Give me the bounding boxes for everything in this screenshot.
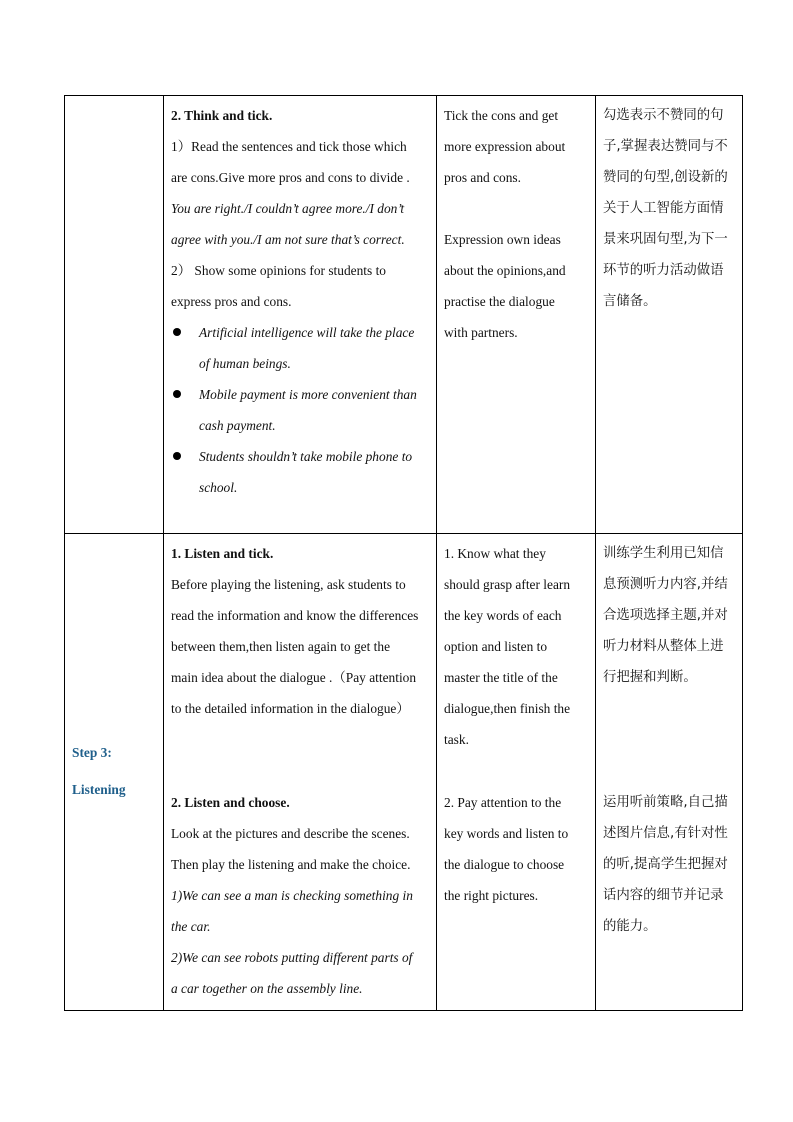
purpose-line: 行把握和判断。 <box>603 670 697 685</box>
activity-line: 2） Show some opinions for students to <box>171 263 386 278</box>
student-line: with partners. <box>444 325 518 340</box>
student-line: about the opinions,and <box>444 263 566 278</box>
spacer <box>444 755 589 787</box>
lesson-plan-table <box>64 95 743 1011</box>
activity-cell <box>164 534 437 1011</box>
purpose-line: 言储备。 <box>603 294 657 309</box>
bullet-item <box>171 441 430 503</box>
student-activity-cell <box>437 534 596 1011</box>
purpose-line: 关于人工智能方面情 <box>603 201 724 216</box>
purpose-line: 话内容的细节并记录 <box>603 888 724 903</box>
student-line: master the title of the <box>444 670 558 685</box>
step-number: Step 3: <box>72 745 112 760</box>
bullet-icon <box>173 328 181 336</box>
purpose-line: 听力材料从整体上进 <box>603 639 724 654</box>
spacer <box>171 724 430 755</box>
activity-line: 1）Read the sentences and tick those which <box>171 139 407 154</box>
purpose-line: 勾选表示不赞同的句 <box>603 108 724 123</box>
spacer <box>171 755 430 787</box>
step-cell-empty <box>65 96 164 534</box>
student-line: the dialogue to choose <box>444 857 565 872</box>
activity-line: main idea about the dialogue .（Pay attention <box>171 670 417 685</box>
purpose-line: 赞同的句型,创设新的 <box>603 170 728 185</box>
table-row <box>65 534 743 1011</box>
activity-line: Before playing the listening, ask students to <box>171 577 406 592</box>
activity-line: 1)We can see a man is checking something in <box>171 888 413 903</box>
purpose-cell <box>596 534 743 1011</box>
student-line: dialogue,then finish the <box>444 701 571 716</box>
purpose-line: 合选项选择主题,并对 <box>603 608 728 623</box>
bullet-text: Students shouldn’t take mobile phone to <box>199 449 413 464</box>
student-line: should grasp after learn <box>444 577 571 592</box>
bullet-icon <box>173 452 181 460</box>
activity-line: a car together on the assembly line. <box>171 981 363 996</box>
activity-line: express pros and cons. <box>171 294 292 309</box>
activity-line: 2)We can see robots putting different parts of <box>171 950 413 965</box>
student-line: option and listen to <box>444 639 548 654</box>
student-line: key words and listen to <box>444 826 569 841</box>
student-activity-cell <box>437 96 596 534</box>
activity-line: Look at the pictures and describe the scenes. <box>171 826 410 841</box>
bullet-text: Mobile payment is more convenient than <box>199 387 417 402</box>
activity-heading: 2. Think and tick. <box>171 108 273 123</box>
student-line: the key words of each <box>444 608 562 623</box>
activity-line: between them,then listen again to get the <box>171 639 391 654</box>
spacer <box>603 693 736 724</box>
activity-line: are cons.Give more pros and cons to divide . <box>171 170 410 185</box>
activity-line: the car. <box>171 919 211 934</box>
student-line: practise the dialogue <box>444 294 555 309</box>
activity-line: You are right./I couldn’t agree more./I don’t <box>171 201 405 216</box>
spacer <box>444 193 589 224</box>
step-cell <box>65 534 164 1011</box>
student-line: Expression own ideas <box>444 232 561 247</box>
purpose-line: 述图片信息,有针对性 <box>603 826 728 841</box>
activity-line: to the detailed information in the dialogue） <box>171 701 410 716</box>
activity-line: Then play the listening and make the choice. <box>171 857 411 872</box>
activity-line: agree with you./I am not sure that’s correct. <box>171 232 405 247</box>
bullet-item <box>171 379 430 441</box>
student-line: task. <box>444 732 469 747</box>
bullet-item <box>171 317 430 379</box>
activity-heading: 1. Listen and tick. <box>171 546 274 561</box>
student-line: the right pictures. <box>444 888 539 903</box>
purpose-line: 的能力。 <box>603 919 657 934</box>
student-line: Tick the cons and get <box>444 108 559 123</box>
purpose-line: 子,掌握表达赞同与不 <box>603 139 728 154</box>
bullet-text: cash payment. <box>199 418 276 433</box>
bullet-text: Artificial intelligence will take the place <box>199 325 415 340</box>
purpose-line: 环节的听力活动做语 <box>603 263 724 278</box>
student-line: pros and cons. <box>444 170 521 185</box>
student-line: 2. Pay attention to the <box>444 795 562 810</box>
activity-line: read the information and know the differences <box>171 608 419 623</box>
activity-heading: 2. Listen and choose. <box>171 795 290 810</box>
purpose-line: 运用听前策略,自己描 <box>603 795 728 810</box>
step-name: Listening <box>72 782 126 797</box>
bullet-icon <box>173 390 181 398</box>
bullet-text: school. <box>199 480 238 495</box>
bullet-text: of human beings. <box>199 356 291 371</box>
purpose-line: 息预测听力内容,并结 <box>603 577 728 592</box>
purpose-line: 的听,提高学生把握对 <box>603 857 728 872</box>
spacer <box>603 755 736 787</box>
student-line: more expression about <box>444 139 566 154</box>
table-row <box>65 96 743 534</box>
student-line: 1. Know what they <box>444 546 546 561</box>
purpose-line: 景来巩固句型,为下一 <box>603 232 728 247</box>
purpose-cell <box>596 96 743 534</box>
spacer <box>603 724 736 755</box>
purpose-line: 训练学生利用已知信 <box>603 546 724 561</box>
activity-cell <box>164 96 437 534</box>
